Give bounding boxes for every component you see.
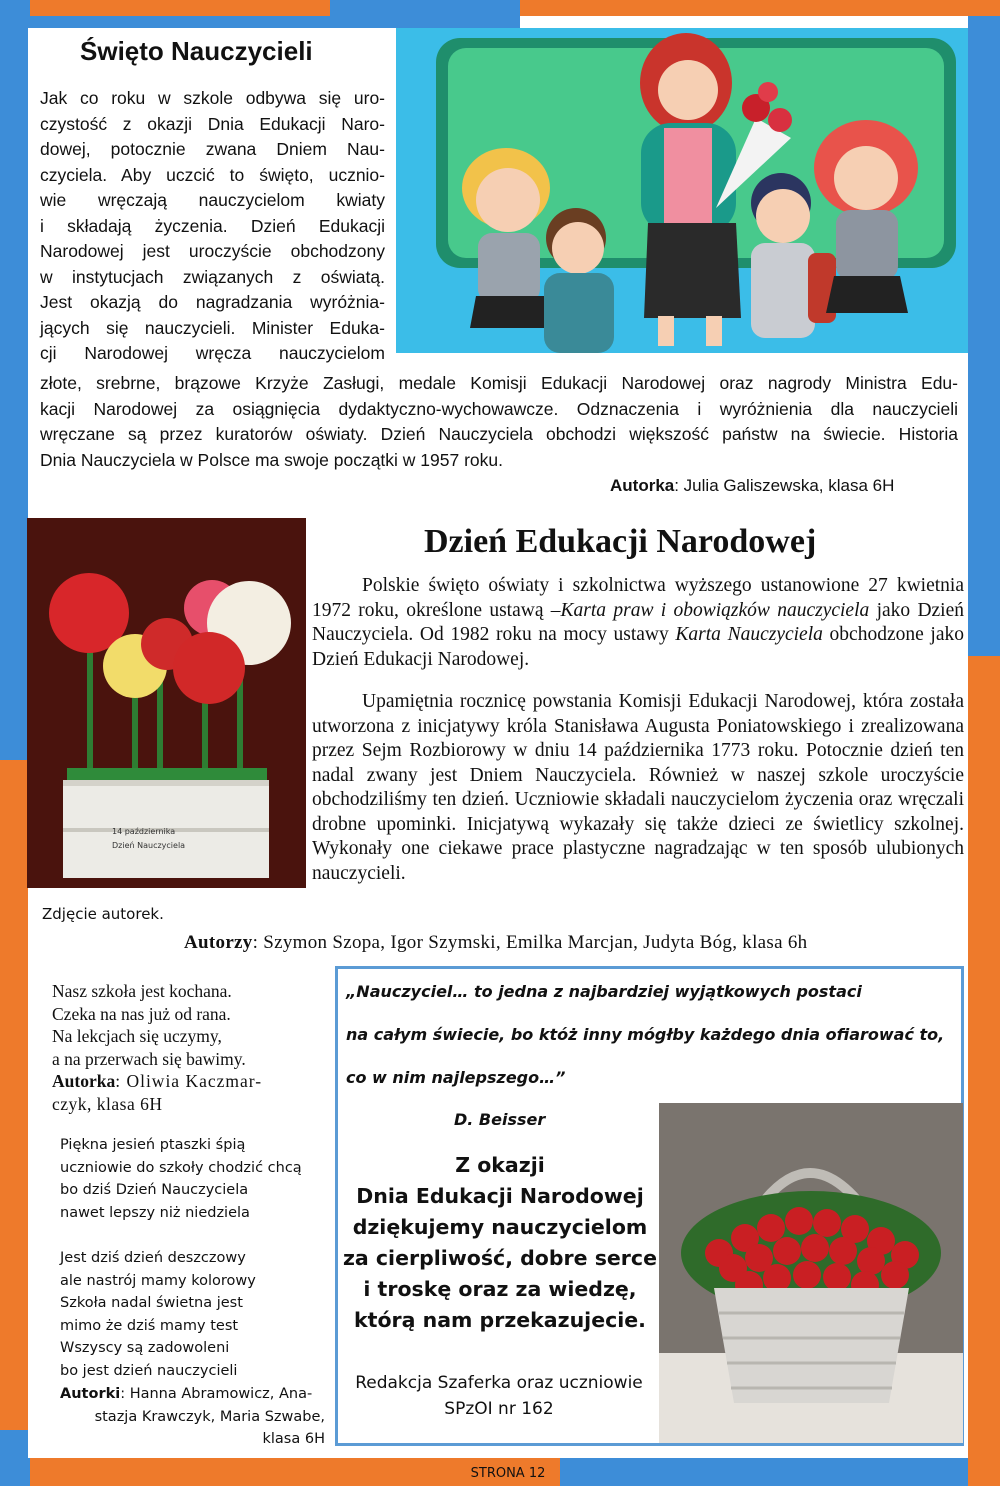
thanks-line: Z okazji [455, 1153, 545, 1177]
poem-line: bo dziś Dzień Nauczyciela [60, 1182, 249, 1198]
poem3-author-names-1: : Hanna Abramowicz, Ana- [120, 1386, 313, 1402]
paper-flowers-photo [27, 518, 306, 888]
frame-orange-right-low [968, 656, 1000, 1486]
article1-title: Święto Nauczycieli [80, 36, 313, 66]
sign-line-1: 14 października [112, 827, 176, 836]
thanks-message [340, 1150, 660, 1336]
article1-line: jących się nauczycieli. Minister Eduka- [40, 317, 385, 338]
frame-blue-top-left [0, 0, 30, 760]
frame-orange-left [0, 760, 30, 1486]
poem3-authors [60, 1383, 325, 1451]
p1-c: obchodzone jako Dzień Edukacji Narodowej. [312, 624, 964, 670]
thanks-line: za cierpliwość, dobre serce [343, 1246, 657, 1270]
photo-caption: Zdjęcie autorek. [42, 905, 164, 923]
thanks-line: Dnia Edukacji Narodowej [356, 1184, 644, 1208]
paper-flowers-svg [27, 518, 306, 888]
article1-line: czystość z okazji Dnia Edukacji Naro- [40, 113, 385, 134]
article1-line: Dnia Nauczyciela w Polsce ma swoje początki w 1957 roku. [40, 449, 503, 470]
poem3-author-names-2: stazja Krawczyk, Maria Szwabe, [94, 1408, 325, 1425]
article1-line: i składają życzenia. Dzień Edukacji [40, 215, 385, 236]
frame-orange-top-2 [30, 0, 330, 16]
article1-line: cji Narodowej wręcza nauczycielom [40, 343, 385, 363]
poem-line: mimo że dziś mamy test [60, 1317, 239, 1334]
article1-line: złote, srebrne, brązowe Krzyże Zasługi, medale Komisji Edukacji Narodowej oraz nagrody Ministra Edu- [40, 373, 958, 393]
article1-line: wie wręczają nauczycielom kwiaty [40, 190, 385, 210]
poem-author-name: : Oliwia Kaczmar- [115, 1071, 263, 1091]
article1-line: kacji Narodowej za osiągnięcia dydaktyczno-wychowawcze. Odznaczenia i wyróżnienia dla nauczycieli [40, 398, 958, 419]
article1-line: w instytucjach związanych z oświatą. [40, 266, 385, 287]
article1-line: czyciela. Aby uczcić to święto, ucznio- [40, 164, 385, 185]
poem3-author-label: Autorki [60, 1386, 121, 1402]
frame-orange-top [520, 0, 1000, 16]
sign-line-2: Dzień Nauczyciela [112, 841, 186, 850]
poem-line: Szkoła nadal świetna jest [60, 1295, 243, 1311]
article1-line: wręczane są przez kuratorów oświaty. Dzień Nauczyciela obchodzi większość państw na świecie. Historia [40, 424, 958, 444]
article2-paragraph-1 [312, 574, 964, 672]
poem-line: Wszyscy są zadowoleni [60, 1340, 230, 1356]
article1-line: dowej, potocznie zwana Dniem Nau- [40, 139, 385, 159]
poem-line: Czeka na nas już od rana. [52, 1003, 231, 1024]
poem-author-label: Autorka [52, 1071, 116, 1091]
rose-basket-photo [659, 1103, 963, 1443]
article1-line: Jest okazją do nagradzania wyróżnia- [40, 292, 385, 312]
article1-author [610, 476, 894, 496]
article2-authors [184, 932, 807, 954]
article2-title: Dzień Edukacji Narodowej [424, 523, 817, 560]
article1-text-wide [40, 371, 958, 473]
author-label: Autorka [610, 476, 675, 495]
poem-line: Piękna jesień ptaszki śpią [60, 1137, 246, 1153]
authors-label: Autorzy [184, 932, 253, 953]
thanks-line: dziękujemy nauczycielom [352, 1215, 648, 1239]
page-number: STRONA 12 [470, 1466, 546, 1481]
quote-line-1: „Nauczyciel… to jedna z najbardziej wyjątkowych postaci [346, 982, 862, 1001]
frame-blue-bottom [560, 1458, 968, 1486]
poem-line: Jest dziś dzień deszczowy [60, 1250, 246, 1266]
authors-names: : Szymon Szopa, Igor Szymski, Emilka Marcjan, Judyta Bóg, klasa 6h [252, 932, 808, 953]
poem-2 [60, 1134, 320, 1224]
article1-text-narrow [40, 86, 385, 367]
poem-line: a na przerwach się bawimy. [52, 1048, 246, 1069]
thanks-line: którą nam przekazujecie. [354, 1308, 646, 1332]
poem-line: bo jest dzień nauczycieli [60, 1362, 238, 1379]
p1-italic-1: –Karta praw i obowiązków nauczyciela [550, 599, 870, 621]
poem-line: Na lekcjach się uczymy, [52, 1026, 222, 1046]
frame-blue-right [968, 16, 1000, 656]
author-name: : Julia Galiszewska, klasa 6H [674, 476, 895, 495]
poem-3 [60, 1247, 325, 1382]
thanks-line: i troskę oraz za wiedzę, [363, 1277, 637, 1301]
quote-author: D. Beisser [454, 1110, 546, 1129]
poem-author [52, 1070, 292, 1093]
article1-line: Jak co roku w szkole odbywa się uro- [40, 88, 385, 108]
editor-line-2: SPzOI nr 162 [444, 1399, 554, 1419]
p1-a: Polskie święto oświaty i szkolnictwa wyższego ustanowione 27 kwietnia 1972 roku, określone ustawą [312, 575, 964, 621]
article1-line: Narodowej jest uroczyście obchodzony [40, 241, 385, 261]
rose-basket-svg [659, 1103, 963, 1443]
poem-line: ale nastrój mamy kolorowy [60, 1272, 256, 1289]
article2-paragraph-2: Upamiętnia rocznicę powstania Komisji Edukacji Narodowej, która została utworzona z inicjatywy króla Stanisława Augusta Poniatowskiego i zrealizowana przez Sejm Rozbiorowy w dniu 14 października 1773 roku. Potocznie dzień ten nadal zwany jest Dniem Nauczyciela. Również w naszej szkole uroczyście obchodziliśmy ten dzień. Uczniowie składali nauczycielom życzenia oraz wręczali drobne upominki. Inicjatywą wykazały się także dzieci ze świetlicy szkolnej. Wykonały one ciekawe prace plastyczne nagradzając w ten sposób ulubionych nauczycieli. [312, 691, 964, 884]
poem-line: nawet lepszy niż niedziela [60, 1204, 250, 1221]
quote-line-2: na całym świecie, bo któż inny mógłby każdego dnia ofiarować to, [346, 1025, 945, 1044]
frame-blue-left-low [0, 1430, 30, 1486]
poem-1 [52, 980, 292, 1115]
poem-line: Nasz szkoła jest kochana. [52, 981, 232, 1001]
p1-italic-2: Karta Nauczyciela [675, 624, 823, 645]
editor-signature [340, 1370, 658, 1422]
poem3-author-names-3: klasa 6H [262, 1431, 325, 1447]
p1-b: jako Dzień Nauczyciela. Od 1982 roku na mocy ustawy [312, 599, 965, 645]
poem-author-name-2: czyk, klasa 6H [52, 1093, 163, 1114]
editor-line-1: Redakcja Szaferka oraz uczniowie [355, 1373, 643, 1393]
quote-line-3: co w nim najlepszego…” [346, 1068, 566, 1087]
teacher-illustration-svg [396, 28, 968, 353]
poem-line: uczniowie do szkoły chodzić chcą [60, 1159, 302, 1176]
teacher-illustration [396, 28, 968, 353]
